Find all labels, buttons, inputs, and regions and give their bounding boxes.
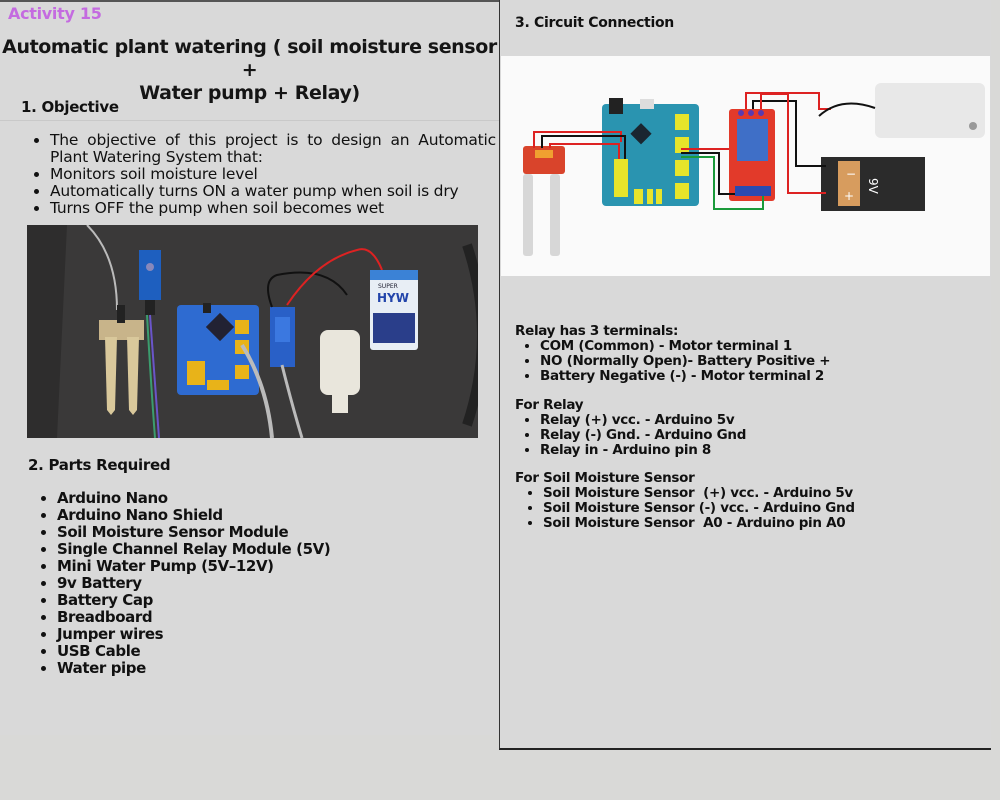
relay-terminal-item: • Battery Negative (-) - Motor terminal 2 [540, 369, 830, 384]
parts-item: • Arduino Nano Shield [57, 507, 330, 524]
relay-connection-item: • Relay in - Arduino pin 8 [540, 443, 746, 458]
for-relay-heading: For Relay [515, 397, 584, 413]
battery-brand-text: SUPER [378, 283, 398, 290]
objective-item: • Monitors soil moisture level [50, 166, 496, 183]
for-relay-block [515, 398, 746, 458]
relay-terminals-heading: Relay has 3 terminals: [515, 323, 679, 339]
soil-connection-item: • Soil Moisture Sensor A0 - Arduino pin A0 [543, 516, 855, 531]
relay-connection-item: • Relay (+) vcc. - Arduino 5v [540, 413, 746, 428]
for-soil-sensor-block [515, 471, 855, 531]
battery-voltage-label: 9V [866, 178, 880, 194]
circuit-diagram [501, 56, 990, 276]
relay-module-icon [729, 109, 775, 201]
parts-item: • Water pipe [57, 660, 330, 677]
objective-item: • Automatically turns ON a water pump when soil is dry [50, 183, 496, 200]
parts-item: • Single Channel Relay Module (5V) [57, 541, 330, 558]
relay-connection-item: • Relay (-) Gnd. - Arduino Gnd [540, 428, 746, 443]
soil-connection-item: • Soil Moisture Sensor (-) vcc. - Arduino Gnd [543, 501, 855, 516]
parts-item: • Jumper wires [57, 626, 330, 643]
objective-heading: 1. Objective [21, 98, 119, 116]
soil-connection-item: • Soil Moisture Sensor (+) vcc. - Arduino 5v [543, 486, 855, 501]
parts-item: • 9v Battery [57, 575, 330, 592]
parts-item: • Mini Water Pump (5V–12V) [57, 558, 330, 575]
battery-plus-label: + [844, 189, 855, 203]
objective-item: • The objective of this project is to design an Automatic Plant Watering System that: [50, 132, 496, 166]
svg-text:HYW: HYW [377, 291, 409, 305]
title-line-1: Automatic plant watering ( soil moisture sensor + [2, 36, 497, 81]
soil-sensor-icon [523, 146, 565, 256]
section-divider [0, 120, 499, 121]
components-photo [27, 225, 478, 438]
battery-minus-label: − [846, 167, 857, 181]
objective-item: • Turns OFF the pump when soil becomes wet [50, 200, 496, 217]
battery-icon [370, 270, 418, 350]
parts-item: • Soil Moisture Sensor Module [57, 524, 330, 541]
left-panel [0, 0, 499, 735]
parts-list [40, 490, 330, 677]
pump-icon [875, 83, 985, 138]
parts-item: • USB Cable [57, 643, 330, 660]
components-photo-illustration [27, 225, 478, 438]
parts-item: • Battery Cap [57, 592, 330, 609]
relay-terminals-block [515, 324, 830, 384]
for-soil-sensor-heading: For Soil Moisture Sensor [515, 470, 695, 486]
title-line-2: Water pump + Relay) [139, 82, 360, 104]
objective-list [32, 132, 496, 217]
parts-item: • Breadboard [57, 609, 330, 626]
activity-label: Activity 15 [8, 4, 102, 23]
battery-9v-icon [821, 157, 925, 211]
relay-terminal-item: • COM (Common) - Motor terminal 1 [540, 339, 830, 354]
circuit-diagram-illustration [501, 56, 990, 276]
parts-item: • Arduino Nano [57, 490, 330, 507]
circuit-heading: 3. Circuit Connection [515, 15, 674, 31]
page-title [0, 36, 499, 105]
parts-heading: 2. Parts Required [28, 456, 171, 474]
relay-terminal-item: • NO (Normally Open)- Battery Positive + [540, 354, 830, 369]
